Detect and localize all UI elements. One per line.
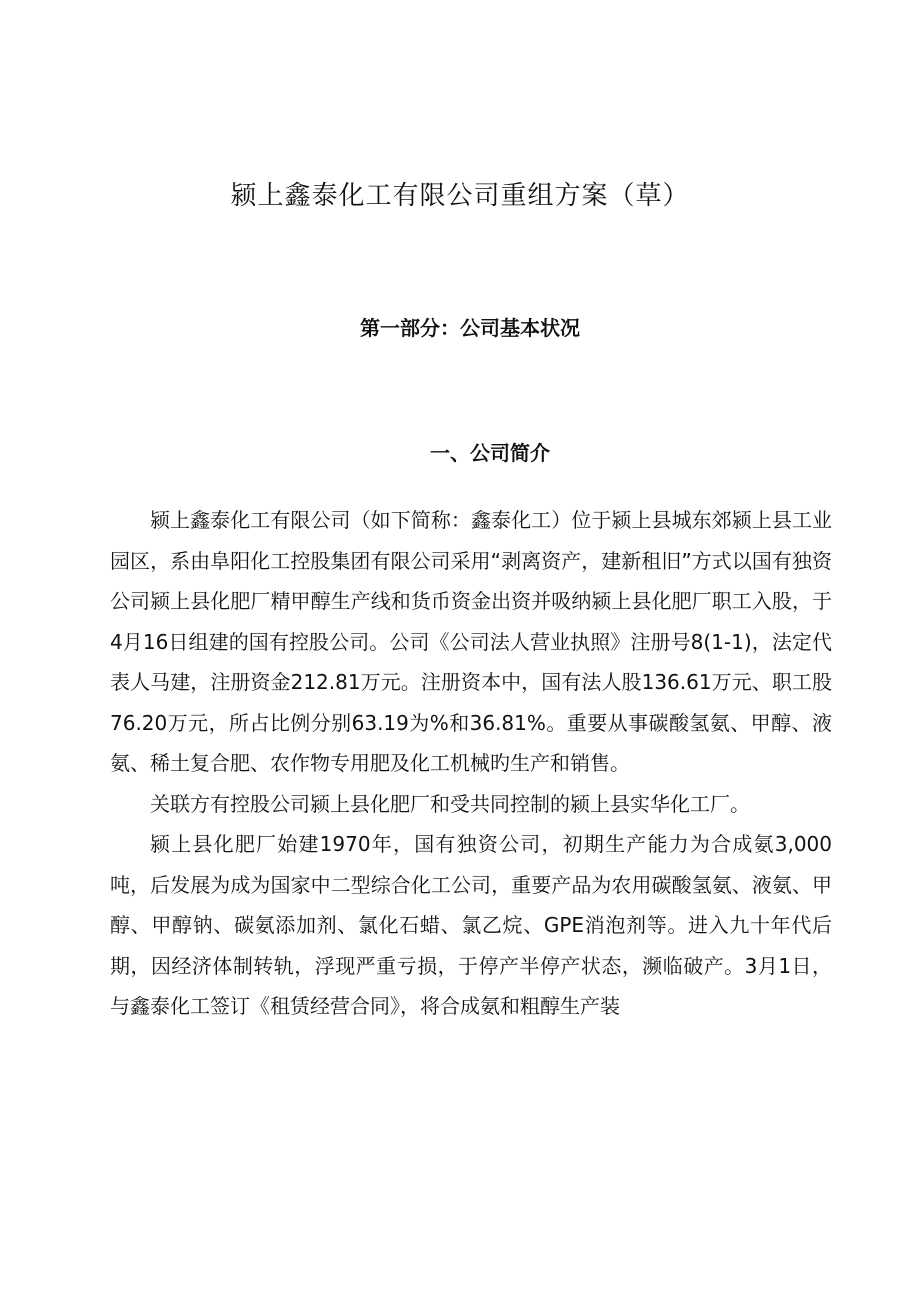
paragraph-fertilizer-plant-history: 颍上县化肥厂始建1970年，国有独资公司，初期生产能力为合成氨3,000吨，后发展为成为国家中二型综合化工公司，重要产品为农用碳酸氢氨、液氨、甲醇、甲醇钠、碳氨添加剂、氯化石蜡、氯乙烷、GPE消泡剂等。进入九十年代后期，因经济体制转轨，浮现严重亏损，于停产半停产状态，濒临破产。3月1日，与鑫泰化工签订《租赁经营合同》，将合成氨和粗醇生产装 <box>110 832 832 1018</box>
body-text <box>110 500 832 1027</box>
paragraph-related-parties: 关联方有控股公司颍上县化肥厂和受共同控制的颍上县实华化工厂。 <box>150 791 750 816</box>
section-heading: 一、公司简介 <box>430 441 550 465</box>
part-heading: 第一部分：公司基本状况 <box>360 316 580 340</box>
document-title: 颍上鑫泰化工有限公司重组方案（草） <box>230 181 690 211</box>
paragraph-company-overview: 颍上鑫泰化工有限公司（如下简称：鑫泰化工）位于颍上县城东郊颍上县工业园区，系由阜阳化工控股集团有限公司采用“剥离资产，建新租旧”方式以国有独资公司颍上县化肥厂精甲醇生产线和货币资金出资并吸纳颍上县化肥厂职工入股，于4月16日组建的国有控股公司。公司《公司法人营业执照》注册号8(1-1)，法定代表人马建，注册资金212.81万元。注册资本中，国有法人股136.61万元、职工股76.20万元，所占比例分别63.19为%和36.81%。重要从事碳酸氢氨、甲醇、液氨、稀土复合肥、农作物专用肥及化工机械旳生产和销售。 <box>110 508 832 775</box>
